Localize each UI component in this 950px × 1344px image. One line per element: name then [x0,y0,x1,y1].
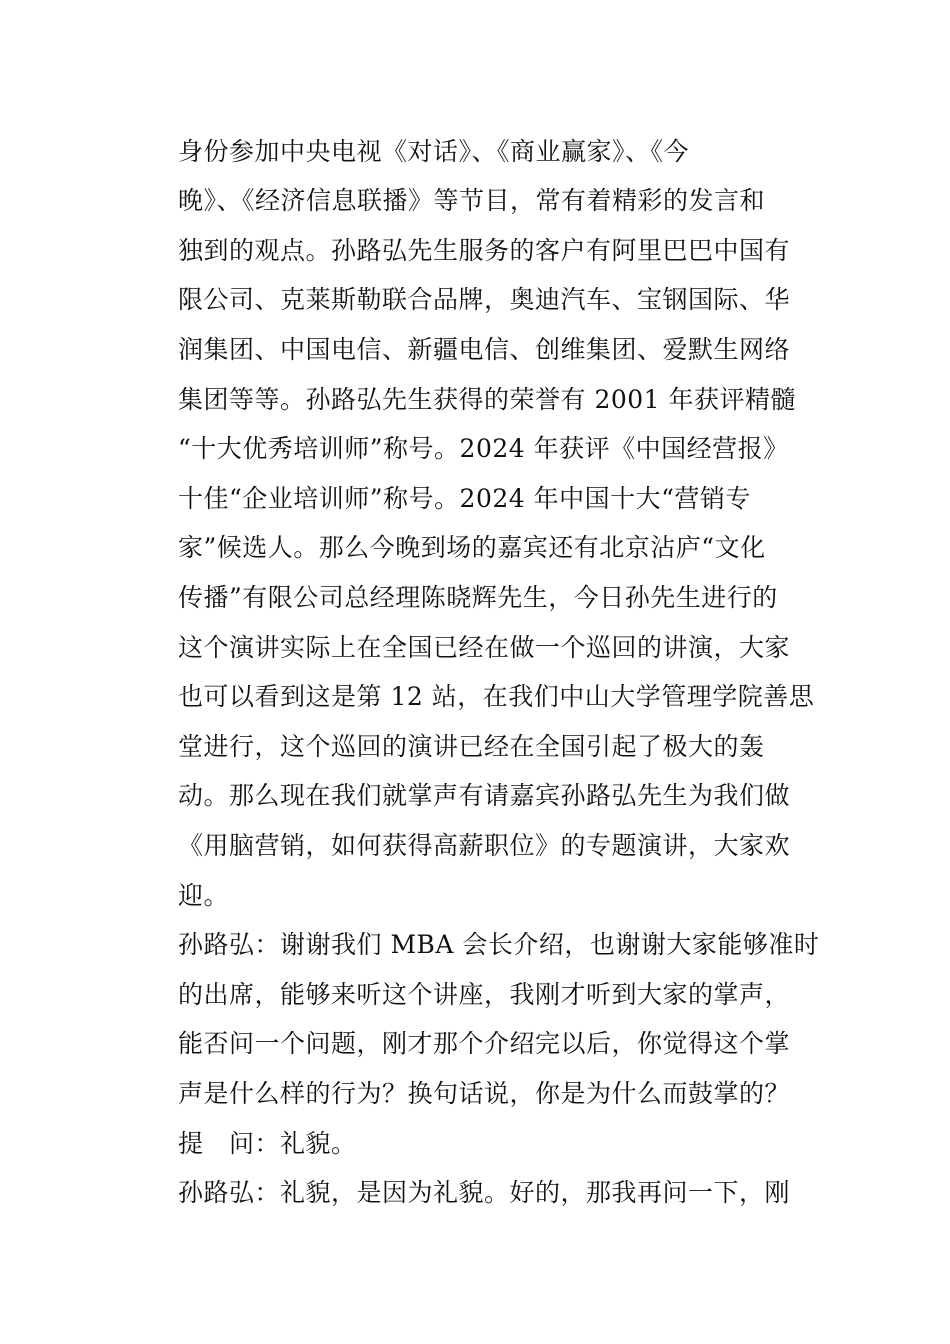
text-line: 独到的观点。孙路弘先生服务的客户有阿里巴巴中国有 [178,236,791,265]
speaker-line: 孙路弘：谢谢我们 MBA 会长介绍，也谢谢大家能够准时 [178,930,820,959]
text-line: 的出席，能够来听这个讲座，我刚才听到大家的掌声， [178,980,791,1009]
text-line: 这个演讲实际上在全国已经在做一个巡回的讲演，大家 [178,633,791,662]
text-line: 十佳“企业培训师”称号。2024 年中国十大“营销专 [178,484,751,513]
text-line: 声是什么样的行为？换句话说，你是为什么而鼓掌的？ [178,1079,791,1108]
text-line: 身份参加中央电视《对话》、《商业赢家》、《今 [178,137,690,166]
text-line: 家”候选人。那么今晚到场的嘉宾还有北京沾庐“文化 [178,533,766,562]
question-line: 提 问：礼貌。 [178,1129,357,1158]
text-line: 迎。 [178,881,230,910]
text-line: 堂进行，这个巡回的演讲已经在全国引起了极大的轰 [178,732,765,761]
text-line: “十大优秀培训师”称号。2024 年获评《中国经营报》 [178,434,789,463]
text-line: 《用脑营销，如何获得高薪职位》的专题演讲，大家欢 [178,831,791,860]
speaker-line: 孙路弘：礼貌，是因为礼貌。好的，那我再问一下，刚 [178,1178,791,1207]
text-line: 集团等等。孙路弘先生获得的荣誉有 2001 年获评精髓 [178,385,797,414]
text-line: 动。那么现在我们就掌声有请嘉宾孙路弘先生为我们做 [178,781,791,810]
text-line: 晚》、《经济信息联播》等节目，常有着精彩的发言和 [178,186,766,215]
text-line: 润集团、中国电信、新疆电信、创维集团、爱默生网络 [178,335,791,364]
text-line: 能否问一个问题，刚才那个介绍完以后，你觉得这个掌 [178,1029,791,1058]
text-line: 也可以看到这是第 12 站，在我们中山大学管理学院善思 [178,682,815,711]
text-line: 限公司、克莱斯勒联合品牌，奥迪汽车、宝钢国际、华 [178,285,791,314]
text-line: 传播”有限公司总经理陈晓辉先生，今日孙先生进行的 [178,583,778,612]
